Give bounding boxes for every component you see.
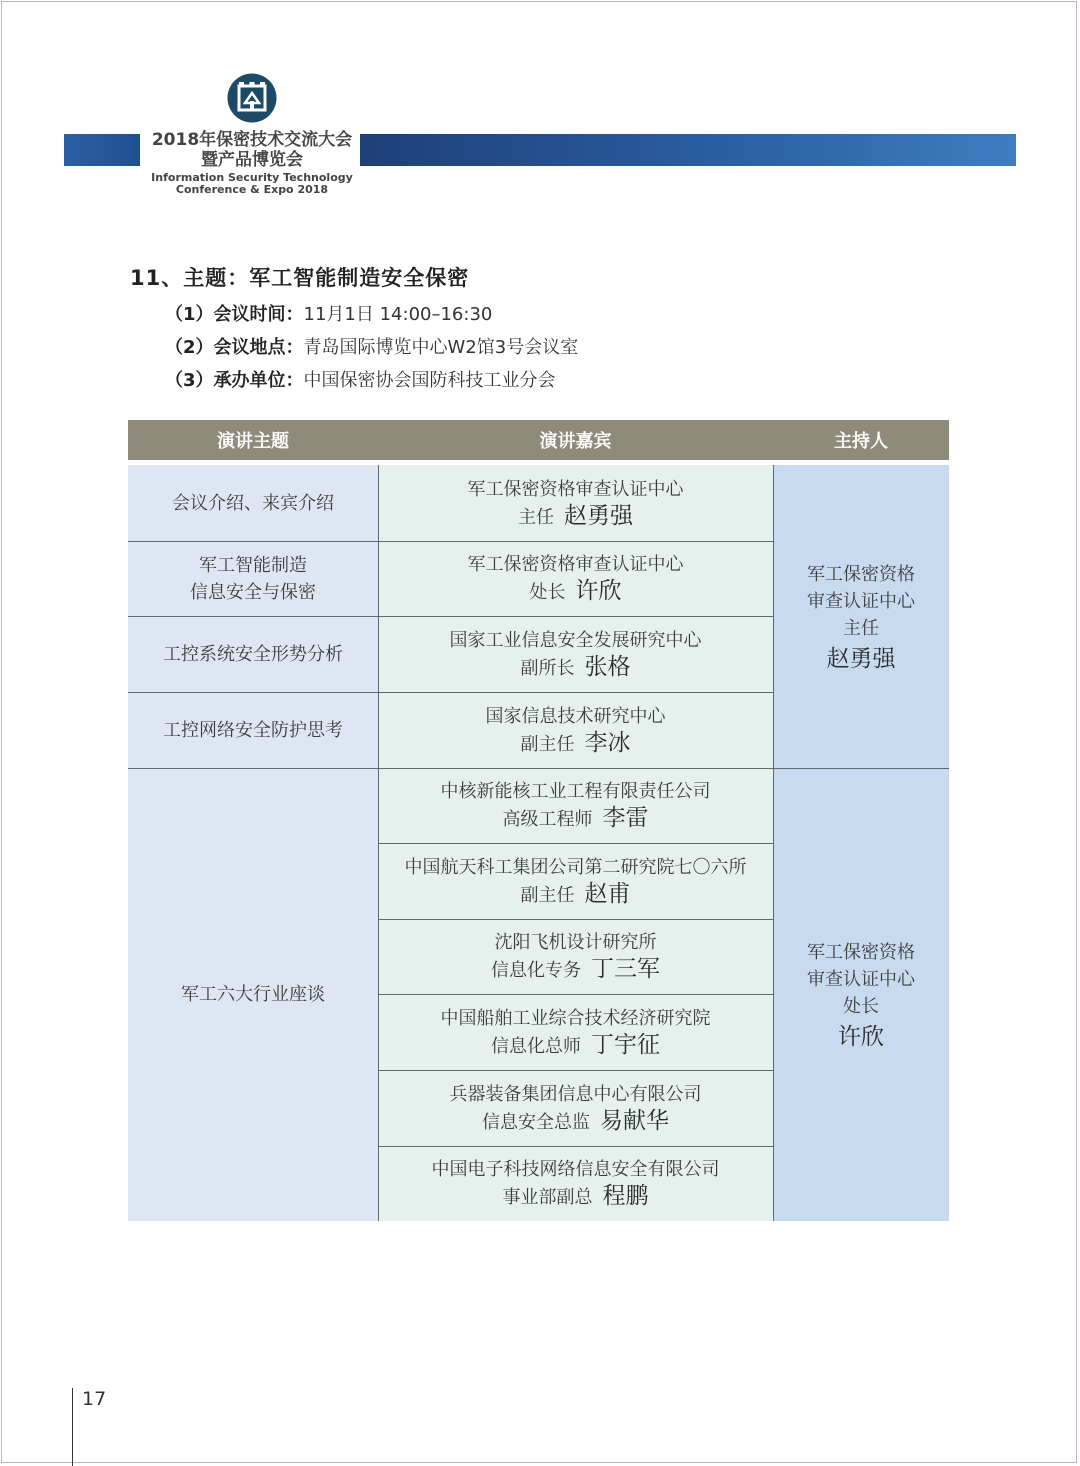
speaker-cell [378, 919, 773, 994]
speaker-cell [378, 768, 773, 843]
row-divider [128, 541, 773, 542]
page-number-rule [72, 1388, 73, 1466]
speaker-title: 信息安全总监 [482, 1111, 590, 1133]
host-name: 许欣 [838, 1023, 884, 1050]
host-name: 赵勇强 [826, 645, 896, 672]
speaker-title: 副主任 [520, 733, 575, 755]
speaker-title: 主任 [518, 506, 554, 528]
speaker-line [518, 503, 633, 531]
column-divider [773, 465, 774, 1221]
speaker-line [503, 1183, 649, 1211]
topic-cell [128, 465, 378, 541]
agenda-table [128, 420, 949, 1221]
speaker-title: 信息化总师 [491, 1035, 581, 1057]
speaker-name: 易献华 [600, 1107, 669, 1134]
row-divider [128, 768, 949, 769]
speaker-name: 许欣 [575, 578, 622, 604]
speaker-cell [378, 692, 773, 768]
speaker-name: 赵勇强 [564, 502, 633, 529]
table-header [128, 420, 949, 460]
row-divider [378, 919, 773, 920]
speaker-line [521, 654, 631, 682]
speaker-org: 中国电子科技网络信息安全有限公司 [431, 1159, 720, 1180]
speaker-org: 军工保密资格审查认证中心 [467, 554, 684, 575]
castle-emblem-icon [227, 73, 277, 123]
speaker-org: 军工保密资格审查认证中心 [467, 478, 684, 500]
conference-en-line2: Conference & Expo 2018 [175, 183, 329, 196]
host-cell [773, 465, 949, 768]
meeting-time [165, 300, 492, 326]
meeting-organizer-label: （3）承办单位： [165, 370, 304, 391]
topic-text: 工控系统安全形势分析 [163, 643, 343, 665]
speaker-cell [378, 1070, 773, 1146]
meeting-venue [165, 333, 578, 359]
conference-title [142, 130, 362, 170]
meeting-time-value: 11月1日 14:00–16:30 [303, 304, 493, 325]
topic-cell [128, 541, 378, 616]
meeting-venue-value: 青岛国际博览中心W2馆3号会议室 [303, 337, 579, 358]
meeting-organizer-value: 中国保密协会国防科技工业分会 [303, 370, 556, 391]
speaker-cell [378, 465, 773, 541]
speaker-cell [378, 541, 773, 616]
speaker-cell [378, 843, 773, 919]
speaker-org: 国家工业信息安全发展研究中心 [449, 629, 702, 651]
speaker-cell [378, 1146, 773, 1221]
header-band-left [64, 134, 140, 166]
row-divider [378, 994, 773, 995]
topic-text: 工控网络安全防护思考 [163, 719, 343, 741]
topic-text: 信息安全与保密 [190, 581, 316, 603]
header-topic: 演讲主题 [217, 431, 289, 452]
page-number: 17 [82, 1388, 107, 1410]
topic-text: 军工六大行业座谈 [181, 984, 325, 1005]
meeting-venue-label: （2）会议地点： [165, 337, 304, 358]
table-body [128, 465, 949, 1221]
speaker-name: 丁宇征 [591, 1031, 660, 1058]
speaker-org: 中国船舶工业综合技术经济研究院 [440, 1007, 711, 1029]
speaker-title: 处长 [529, 582, 566, 603]
speaker-org: 中国航天科工集团公司第二研究院七〇六所 [404, 856, 747, 878]
host-org-line2: 审查认证中心 [807, 590, 915, 612]
row-divider [128, 692, 773, 693]
host-org-line2: 审查认证中心 [807, 968, 915, 990]
section-title: 11、主题：军工智能制造安全保密 [130, 266, 470, 290]
speaker-name: 丁三军 [591, 956, 660, 982]
speaker-title: 事业部副总 [502, 1187, 593, 1208]
speaker-org: 中核新能核工业工程有限责任公司 [440, 781, 711, 802]
topic-cell [128, 768, 378, 1221]
topic-text: 军工智能制造 [199, 554, 307, 576]
row-divider [378, 1146, 773, 1147]
speaker-name: 赵甫 [584, 880, 631, 907]
host-title: 主任 [843, 617, 879, 639]
header-speaker: 演讲嘉宾 [539, 431, 612, 452]
topic-cell [128, 692, 378, 768]
speaker-line [482, 1108, 669, 1136]
meeting-time-label: （1）会议时间： [165, 304, 304, 325]
speaker-cell [378, 994, 773, 1070]
speaker-line [491, 1032, 660, 1060]
speaker-title: 副主任 [520, 884, 575, 906]
speaker-cell [378, 616, 773, 692]
speaker-line [530, 578, 622, 606]
speaker-title: 信息化专务 [491, 960, 581, 981]
speaker-name: 程鹏 [602, 1183, 649, 1209]
speaker-title: 副所长 [520, 657, 575, 679]
host-org-line1: 军工保密资格 [807, 941, 915, 963]
speaker-name: 张格 [584, 653, 631, 680]
conference-title-line1: 2018年保密技术交流大会 [151, 130, 353, 150]
meeting-organizer [165, 366, 556, 392]
header-band-right [360, 134, 1016, 166]
topic-text: 会议介绍、来宾介绍 [172, 492, 334, 514]
row-divider [128, 616, 773, 617]
conference-en-line1: Information Security Technology [151, 171, 353, 184]
speaker-org: 国家信息技术研究中心 [485, 705, 666, 727]
speaker-line [503, 805, 649, 833]
host-org-line1: 军工保密资格 [807, 563, 915, 585]
row-divider [378, 1070, 773, 1071]
header-host: 主持人 [834, 431, 888, 452]
row-divider [378, 843, 773, 844]
topic-cell [128, 616, 378, 692]
speaker-name: 李冰 [584, 729, 631, 756]
speaker-org: 沈阳飞机设计研究所 [494, 932, 657, 953]
speaker-title: 高级工程师 [502, 809, 593, 830]
speaker-line [521, 730, 631, 758]
host-title: 处长 [843, 995, 879, 1017]
speaker-org: 兵器装备集团信息中心有限公司 [449, 1083, 702, 1105]
conference-title-line2: 暨产品博览会 [201, 150, 303, 170]
speaker-line [521, 881, 631, 909]
speaker-line [491, 956, 660, 984]
host-cell [773, 768, 949, 1221]
speaker-name: 李雷 [602, 805, 649, 831]
conference-title-en [142, 172, 362, 196]
